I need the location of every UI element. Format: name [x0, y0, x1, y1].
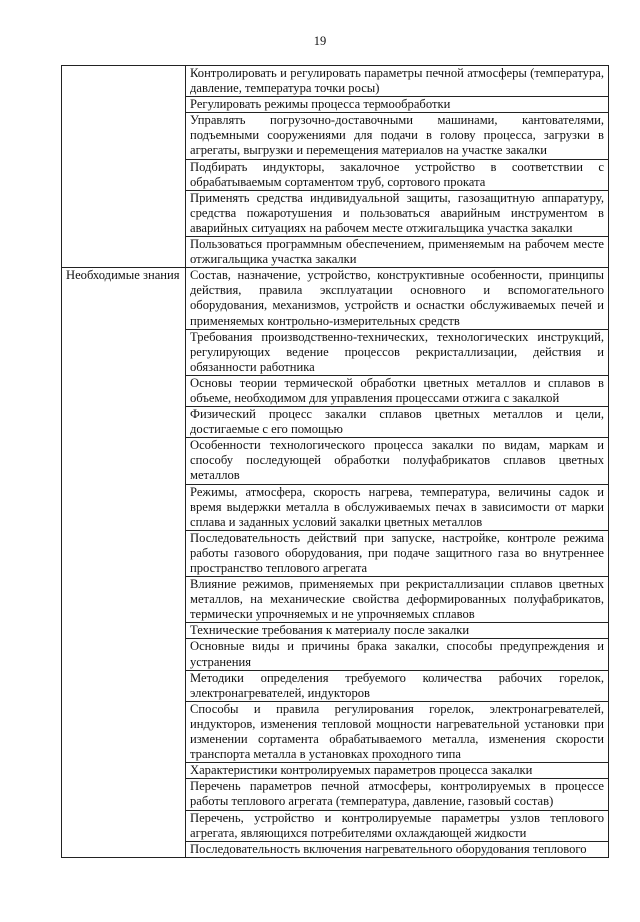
requirement-item: Перечень параметров печной атмосферы, контролируемых в процессе работы теплового агрегата (температура, давление, газовый состав) [186, 779, 609, 810]
requirement-item: Физический процесс закалки сплавов цветных металлов и цели, достигаемые с его помощью [186, 407, 609, 438]
requirement-item: Последовательность включения нагревательного оборудования теплового [186, 841, 609, 857]
section-label [62, 66, 186, 268]
requirement-item: Требования производственно-технических, технологических инструкций, регулирующих ведение процессов рекристаллизации, действия и обязанности работника [186, 329, 609, 375]
competency-table [61, 65, 609, 858]
table-row [62, 268, 609, 329]
requirement-item: Регулировать режимы процесса термообработки [186, 97, 609, 113]
requirement-item: Состав, назначение, устройство, конструктивные особенности, принципы действия, правила эксплуатации основного и вспомогательного оборудования, механизмов, устройств и оснастки обслуживаемых печей и применяемых контрольно-измерительных средств [186, 268, 609, 329]
section-label: Необходимые знания [62, 268, 186, 858]
requirement-item: Методики определения требуемого количества рабочих горелок, электронагревателей, индукторов [186, 670, 609, 701]
requirement-item: Технические требования к материалу после закалки [186, 623, 609, 639]
requirement-item: Контролировать и регулировать параметры печной атмосферы (температура, давление, температура точки росы) [186, 66, 609, 97]
requirement-item: Основы теории термической обработки цветных металлов и сплавов в объеме, необходимом для управления процессами отжига с закалкой [186, 375, 609, 406]
requirement-item: Подбирать индукторы, закалочное устройство в соответствии с обрабатываемым сортаментом труб, сортового проката [186, 159, 609, 190]
table-row [62, 66, 609, 97]
requirement-item: Характеристики контролируемых параметров процесса закалки [186, 763, 609, 779]
requirement-item: Режимы, атмосфера, скорость нагрева, температура, величины садок и время выдержки металла в обслуживаемых печах в зависимости от марки сплава и заданных условий закалки цветных металлов [186, 484, 609, 530]
requirement-item: Применять средства индивидуальной защиты, газозащитную аппаратуру, средства пожаротушения и пользоваться аварийным инструментом в аварийных ситуациях на рабочем месте отжигальщика участка закалки [186, 190, 609, 236]
requirement-item: Основные виды и причины брака закалки, способы предупреждения и устранения [186, 639, 609, 670]
requirement-item: Последовательность действий при запуске, настройке, контроле режима работы газового оборудования, при подаче защитного газа во внутреннее пространство теплового агрегата [186, 530, 609, 576]
requirement-item: Способы и правила регулирования горелок, электронагревателей, индукторов, изменения тепловой мощности нагревательной установки при изменении сортамента обрабатываемого металла, изменения скорости транспорта металла в установках проходного типа [186, 701, 609, 762]
requirement-item: Влияние режимов, применяемых при рекристаллизации сплавов цветных металлов, на механические свойства деформированных полуфабрикатов, термически упрочняемых и не упрочняемых сплавов [186, 577, 609, 623]
page-number: 19 [313, 34, 327, 48]
requirement-item: Особенности технологического процесса закалки по видам, маркам и способу последующей обработки полуфабрикатов сплавов цветных металлов [186, 438, 609, 484]
requirement-item: Пользоваться программным обеспечением, применяемым на рабочем месте отжигальщика участка закалки [186, 237, 609, 268]
requirement-item: Управлять погрузочно-доставочными машинами, кантователями, подъемными сооружениями для подачи в голову процесса, загрузки в агрегаты, выгрузки и перемещения материалов на участке закалки [186, 113, 609, 159]
requirement-item: Перечень, устройство и контролируемые параметры узлов теплового агрегата, являющихся потребителями охлаждающей жидкости [186, 810, 609, 841]
